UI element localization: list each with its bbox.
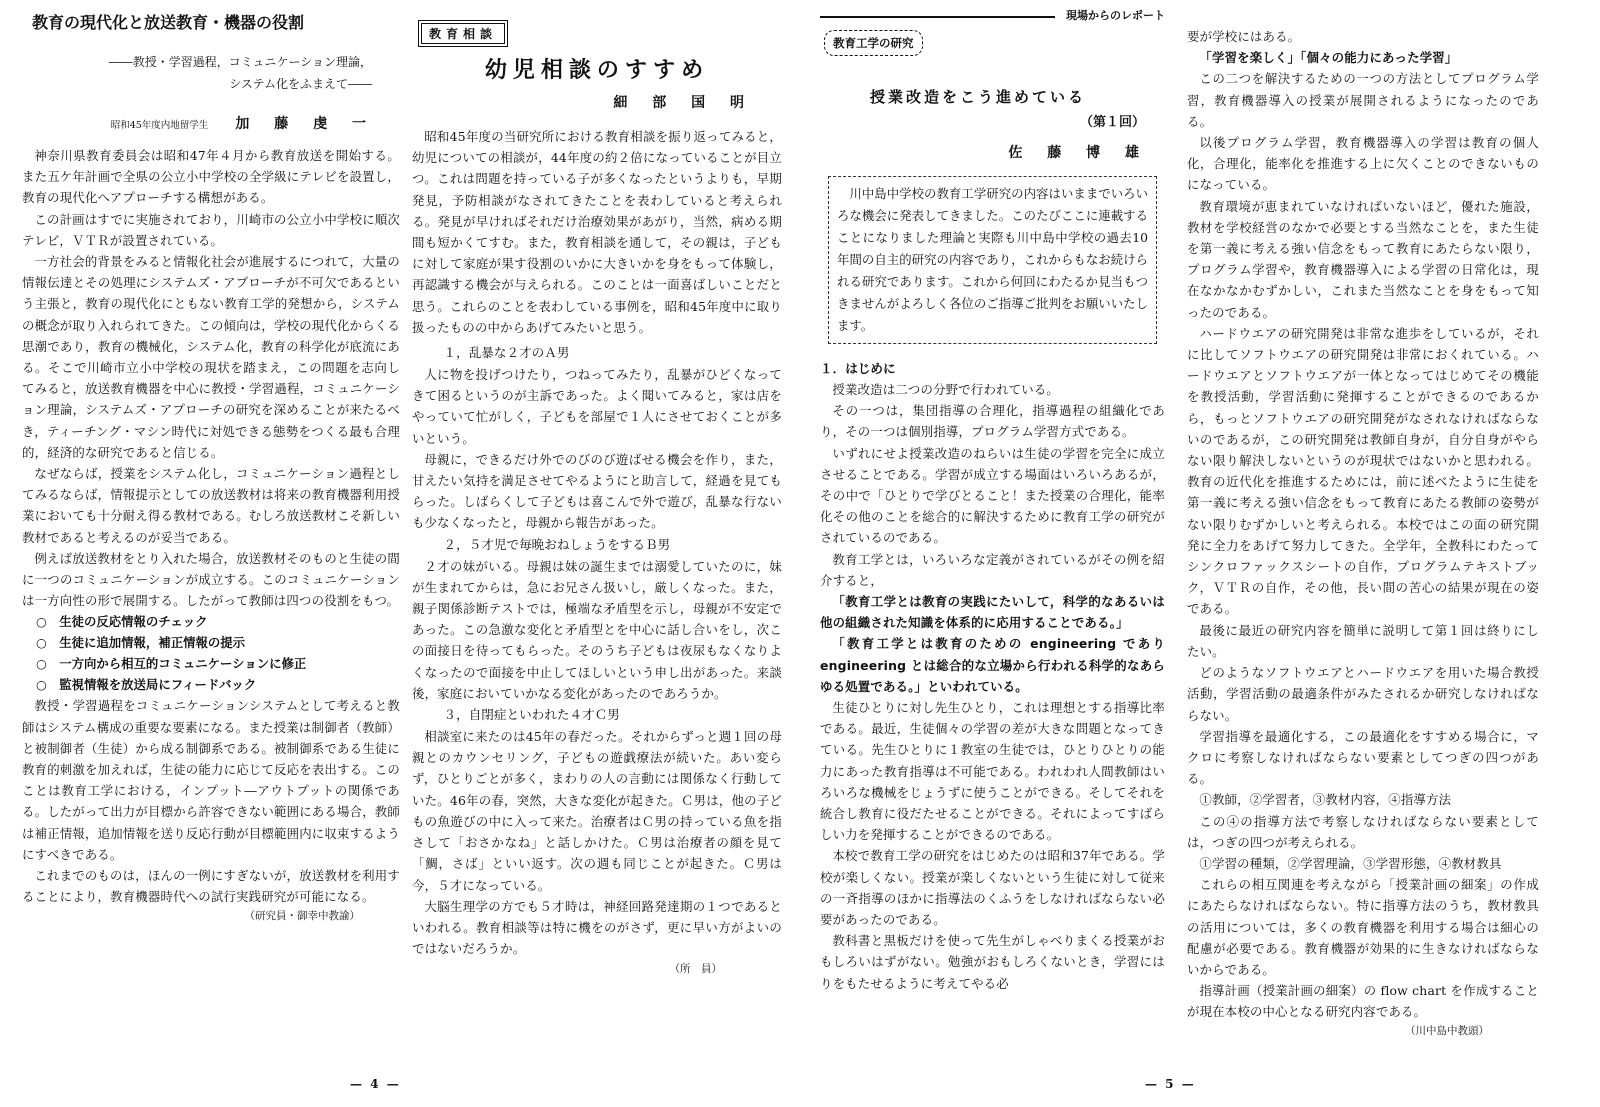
quote: 「教育工学とは教育の実践にたいして，科学的なあるいは他の組織された知識を体系的に応用することである。」 bbox=[820, 594, 1165, 631]
paragraph: ２才の妹がいる。母親は妹の誕生までは溺愛していたのに，妹が生まれてからは，急にお兄さん扱いし，厳しくなった。また，親子関係診断テストでは，極端な矛盾型を示し，母親が不安定であった。この急激な変化と矛盾型とを中心に話し合いをし，次この面接日を待ってもらった。そのうち子どもは夜尿もなくなりよくなったので面接を中止してほしいという申し出があった。来談後，家庭においていかなる変化があったのであろうか。 bbox=[412, 558, 782, 701]
paragraph: 「学習を楽しく」「個々の能力にあった学習」 bbox=[1199, 50, 1458, 66]
paragraph: 本校で教育工学の研究をはじめたのは昭和37年である。学校が楽しくない。授業が楽しくないという生徒に対して従来の一斉指導のほかに指導法のくふうをしなければならない必要があったのである。 bbox=[820, 848, 1165, 928]
article-title: 教育の現代化と放送教育・機器の役割 bbox=[32, 13, 305, 32]
paragraph: 学習指導を最適化する，この最適化をすすめる場合に，マクロに考察しなければならない要素としてつぎの四つがある。 bbox=[1187, 728, 1539, 787]
author-line bbox=[22, 113, 400, 133]
list-item: ○ 監視情報を放送局にフィードバック bbox=[36, 677, 257, 693]
header-rule bbox=[820, 16, 1055, 18]
paragraph: 要が学校にはある。 bbox=[1187, 29, 1301, 44]
paragraph: その一つは，集団指導の合理化，指導過程の組織化であり，その一つは個別指導，プログラム学習方式である。 bbox=[820, 403, 1165, 440]
intro-box bbox=[828, 176, 1157, 344]
author-name: 細 部 国 明 bbox=[613, 95, 754, 111]
list-item: ○ 一方向から相互的コミュニケーションに修正 bbox=[36, 656, 307, 672]
paragraph: 一方社会的背景をみると情報化社会が進展するにつれて，大量の情報伝達とその処理にシステムズ・アプローチが不可欠であるという主張と，教育の現代化にともない教育工学的発想から，システムの概念が取り入れられてきた。この傾向は，学校の現代化からくる思潮であり，教育の機械化，システム化，教育の科学化が底流にある。そこで川崎市立小中学校の現状を踏まえ，この問題を志向してみると，放送教育機器を中心に教授・学習過程，コミュニケーション理論，システムズ・アプローチの研究を深めることが来たるべき，ティーチング・マシン時代に対処できる態勢をつくる最も合理的，経済的な研究であると信じる。 bbox=[22, 254, 400, 460]
paragraph: 母親に，できるだけ外でのびのび遊ばせる機会を作り，また，甘えたい気持を満足させてやるようにと助言して，経過を見てもらった。しばらくして子どもは喜こんで外で遊び，乱暴な行ないも少なくなったと，母親から報告があった。 bbox=[412, 451, 782, 531]
case-heading: ３，自閉症といわれた４才Ｃ男 bbox=[443, 707, 620, 723]
section-label-box: 教育相談 bbox=[418, 20, 508, 47]
paragraph: 教育工学とは，いろいろな定義がされているがその例を紹介すると， bbox=[820, 551, 1165, 588]
paragraph: この二つを解決するための一つの方法としてプログラム学習，教育機器導入の授業が展開されるようになったのである。 bbox=[1187, 71, 1539, 129]
page-number-left: — 4 — bbox=[350, 1077, 401, 1091]
paragraph: いずれにせよ授業改造のねらいは生徒の学習を完全に成立させることである。学習が成立する場面はいろいろあるが，その中で「ひとりで学びとること！また授業の合理化，能率化その他のことを総合的に解決するために教育工学の研究がされているのである。 bbox=[820, 445, 1165, 546]
list-item: ○ 生徒に追加情報，補正情報の提示 bbox=[36, 635, 246, 651]
paragraph: なぜならば，授業をシステム化し，コミュニケーション過程としてみるならば，情報提示としての放送教材は将来の教育機器利用授業においても十分耐え得る教材である。むしろ放送教材こそ新しい教材であると考えるのが妥当である。 bbox=[22, 466, 400, 545]
article-signature: （川中島中教頭） bbox=[1405, 1024, 1489, 1037]
page-number-right: — 5 — bbox=[1145, 1077, 1196, 1091]
list-item: ○ 生徒の反応情報のチェック bbox=[36, 614, 208, 630]
header-text: 現場からのレポート bbox=[1066, 9, 1165, 22]
paragraph: 教科書と黒板だけを使って先生がしゃべりまくる授業がおもしろいはずがない。勉強がおもしろくないとき，学習にはりをもたせるように考えてやる必 bbox=[820, 933, 1165, 991]
role-list bbox=[22, 611, 400, 695]
series-badge: 教育工学の研究 bbox=[824, 30, 923, 56]
paragraph: 教授・学習過程をコミュニケーションシステムとして考えると教師はシステム構成の重要な要素になる。また授業は制御者（教師）と被制御者（生徒）から成る制御系である。被制御系である生徒に教育的刺激を加えれば，生徒の能力に応じて反応を表出する。このことは教育工学における，インプット―アウトプットの関係である。したがって出力が目標から許容できない範囲にある場合，教師は補正情報，追加情報を送り反応行動が目標範囲内に収束するようにすべきである。 bbox=[22, 698, 400, 862]
paragraph: この④の指導方法で考察しなければならない要素としては，つぎの四つが考えられる。 bbox=[1187, 813, 1539, 850]
article-part: （第１回） bbox=[1079, 115, 1145, 130]
article-title: 授業改造をこう進めている bbox=[870, 88, 1087, 106]
author-name: 佐 藤 博 雄 bbox=[1008, 145, 1149, 161]
article-subtitle-1: ――教授・学習過程，コミュニケーション理論， bbox=[108, 55, 372, 69]
paragraph: 相談室に来たのは45年の春だった。それからずっと週１回の母親とのカウンセリング，子どもの遊戯療法が続いた。あい変らず，ひとりごとが多く，まわりの人の言動には関係なく行動していた。46年の春，突然，大きな変化が起きた。Ｃ男は，他の子どもの魚遊びの中に入って来た。治療者はＣ男の持っている魚を指さして「おさかなね」と話しかけた。Ｃ男は治療者の顔を見て「鯛，さば」といい返す。次の週も同じことが起きた。Ｃ男は今，５才になっている。 bbox=[412, 729, 782, 893]
article-title: 幼児相談のすすめ bbox=[484, 58, 710, 83]
article-subtitle-2: システム化をふまえて―― bbox=[229, 77, 372, 91]
paragraph: ①学習の種類，②学習理論，③学習形態，④教材教具 bbox=[1199, 855, 1502, 871]
section-heading: １．はじめに bbox=[820, 361, 896, 376]
author-affiliation: 昭和45年度内地留学生 bbox=[110, 120, 209, 131]
intro-text: 川中島中学校の教育工学研究の内容はいままでいろいろな機会に発表してきました。このたびここに連載することになりました理論と実際も川中島中学校の過去10年間の自主的研究の内容であり，これからもなお続けられる研究であります。これから何回にわたるか見当もつきませんがよろしく各位のご指導ご批判をお願いいたします。 bbox=[837, 186, 1148, 333]
paragraph: 昭和45年度の当研究所における教育相談を振り返ってみると，幼児についての相談が，44年度の約２倍になっていることが目立つ。これは問題を持っている子が多くなったというよりも，早期発見，予防相談がなされてきたことを表わしていると考えられる。発見が早ければそれだけ治療効果があがり，当然，病める期間も短かくてすむ。また，教育相談を通して，その親は，子どもに対して家庭が果す役割のいかに大きいかを身をもって体験し，再認識する機会が与えられる。このことは一面喜ばしいことだと思う。これらのことを表わしている事例を，昭和45年度中に取り扱ったものの中からあげてみたいと思う。 bbox=[412, 129, 782, 335]
case-heading: ２，５才児で毎晩おねしょうをするＢ男 bbox=[443, 536, 671, 552]
author-line bbox=[820, 142, 1165, 162]
paragraph: どのようなソフトウエアとハードウエアを用いた場合教授活動，学習活動の最適条件がみたされるか研究しなければならない。 bbox=[1187, 665, 1539, 723]
quote: 「教育工学とは教育のための engineering であり engineering とは総合的な立場から行われる科学的なあらゆる処置である。」といわれている。 bbox=[820, 636, 1165, 694]
article-signature: （研究員・御幸中教諭） bbox=[244, 909, 360, 922]
paragraph: 指導計画（授業計画の細案）の flow chart を作成することが現在本校の中心となる研究内容である。 bbox=[1187, 983, 1539, 1020]
paragraph: これまでのものは，ほんの一例にすぎないが，放送教材を利用することにより，教育機器時代への試行実践研究が可能になる。 bbox=[22, 868, 400, 905]
paragraph: 授業改造は二つの分野で行われている。 bbox=[832, 382, 1060, 397]
left-column-2 bbox=[412, 0, 782, 1107]
author-line bbox=[412, 92, 782, 112]
right-column-2 bbox=[1187, 0, 1539, 1107]
paragraph: 教育環境が恵まれていなければいないほど，優れた施設，教材を学校経営のなかで必要とする当然なことを，また生徒を第一義に考える強い信念をもって教育にあたらない限り，プログラム学習や，教育機器導入による学習の日常化は，現在なかなかむずかしい，これまた当然なことを身をもって知ったのである。 bbox=[1187, 198, 1539, 320]
paragraph: 例えば放送教材をとり入れた場合，放送教材そのものと生徒の間に一つのコミュニケーションが成立する。このコミュニケーションは一方向性の形で展開する。したがって教師は四つの役割をもつ。 bbox=[22, 550, 400, 609]
paragraph: これらの相互関連を考えながら「授業計画の細案」の作成にあたらなければならない。特に指導方法のうち，教材教具の活用については，多くの教育機器を利用する場合は細心の配慮が必要である。教育機器が効果的に生きなければならないからである。 bbox=[1187, 877, 1539, 977]
right-column-1 bbox=[820, 0, 1165, 1107]
case-heading: １，乱暴な２才のＡ男 bbox=[443, 345, 570, 361]
paragraph: 以後プログラム学習，教育機器導入の学習は教育の個人化，合理化，能率化を推進する上に欠くことのできないものになっている。 bbox=[1187, 135, 1539, 193]
article-signature: （所 員） bbox=[669, 963, 722, 976]
author-name: 加 藤 虔 一 bbox=[235, 116, 376, 132]
paragraph: 人に物を投げつけたり，つねってみたり，乱暴がひどくなってきて困るというのが主訴であった。よく聞いてみると，家は店をやっていて忙がしく，子どもを部屋で１人にさせておくことが多いという。 bbox=[412, 367, 782, 446]
paragraph: 最後に最近の研究内容を簡単に説明して第１回は終りにしたい。 bbox=[1187, 622, 1539, 659]
paragraph: この計画はすでに実施されており，川崎市の公立小中学校に順次テレビ，ＶＴＲが設置されている。 bbox=[22, 211, 400, 248]
paragraph: ①教師，②学習者，③教材内容，④指導方法 bbox=[1199, 792, 1452, 808]
paragraph: ハードウエアの研究開発は非常な進歩をしているが，それに比してソフトウエアの研究開発は非常におくれている。ハードウエアとソフトウエアが一体となってはじめてその機能を教授活動，学習活動に発揮することができるのであるから，もっとソフトウエアの研究開発がなされなければならないのであるが，この研究開発は教師自身が，自分自身がやらない限り解決しないというのが現状ではないかと思われる。教育の近代化を推進するためには，前に述べたように生徒を第一義に考える強い信念をもって教育にあたる教師の姿勢がない限りむずかしいと考えられる。本校ではこの面の研究開発に全力をあげて努力してきた。全学年，全教科にわたってシンクロファックスシートの自作，プログラムテキストブック，ＶＴＲの自作，その他，長い間の苦心の結果が現在の姿である。 bbox=[1187, 325, 1539, 617]
paragraph: 神奈川県教育委員会は昭和47年４月から教育放送を開始する。また五ケ年計画で全県の公立小中学校の全学級にテレビを設置し，教育の現代化へアプローチする構想がある。 bbox=[22, 148, 400, 206]
paragraph: 生徒ひとりに対し先生ひとり，これは理想とする指導比率である。最近，生徒個々の学習の差が大きな問題となってきている。先生ひとりに１教室の生徒では，ひとりひとりの能力にあった教育指導は不可能である。われわれ人間教師はいろいろな機械をじょうずに使うことができる。そしてそれを統合し教育に役だたせることができる。それによってすばらしい力を発揮することができるのである。 bbox=[820, 700, 1165, 843]
left-column-1 bbox=[22, 0, 400, 1107]
report-header bbox=[820, 0, 1165, 30]
paragraph: 大脳生理学の方でも５才時は，神経回路発達期の１つであるといわれる。教育相談等は特に機をのがさず，更に早い方がよいのではないだろうか。 bbox=[412, 898, 782, 957]
